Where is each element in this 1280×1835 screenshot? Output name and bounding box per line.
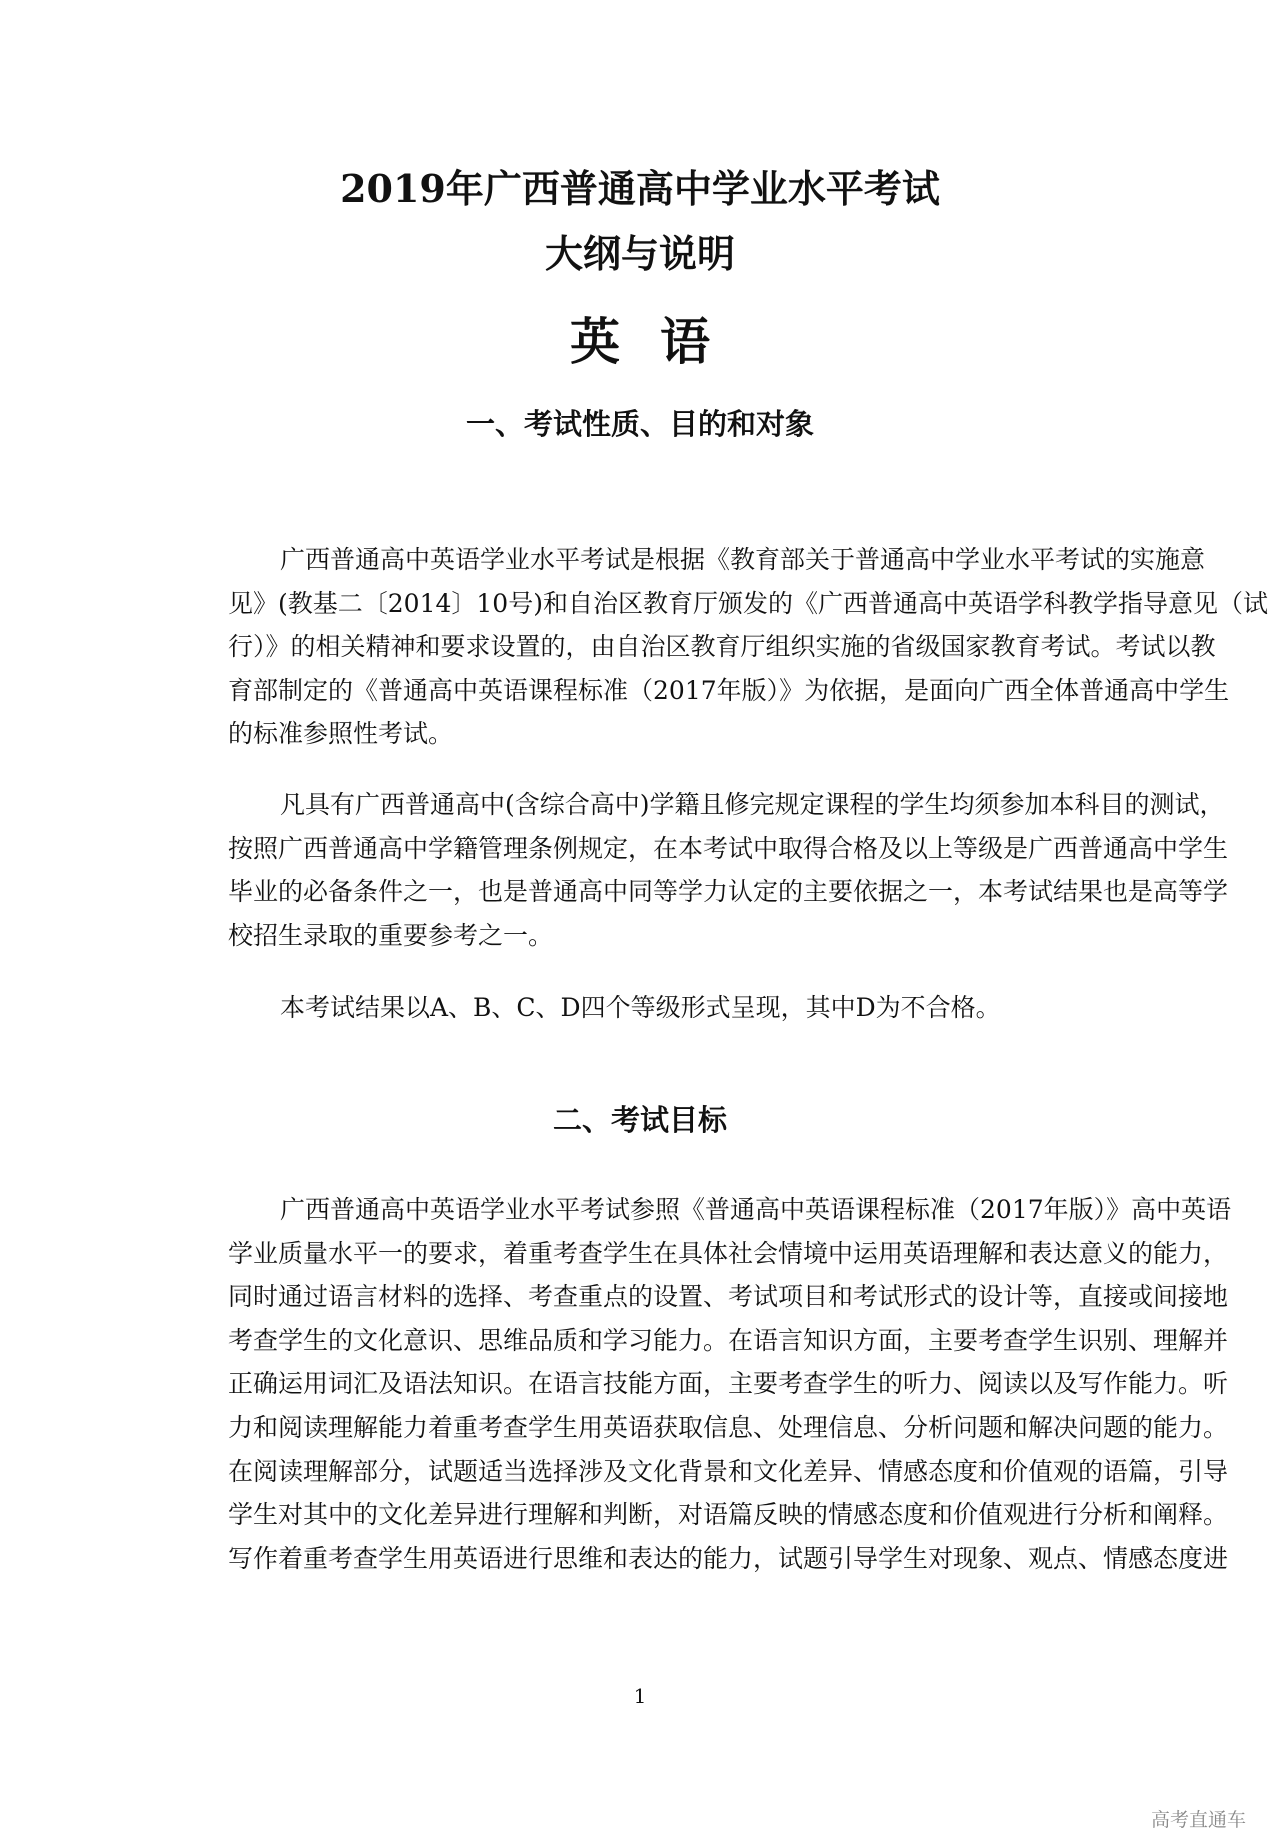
paragraph-line: 广西普通高中英语学业水平考试是根据《教育部关于普通高中学业水平考试的实施意: [280, 545, 1206, 574]
paragraph-line: 正确运用词汇及语法知识。在语言技能方面，主要考查学生的听力、阅读以及写作能力。听: [228, 1369, 1229, 1399]
paragraph-line: 在阅读理解部分，试题适当选择涉及文化背景和文化差异、情感态度和价值观的语篇，引导: [228, 1456, 1229, 1486]
paragraph-line: 校招生录取的重要参考之一。: [228, 920, 554, 950]
watermark: 高考直通车: [1150, 1809, 1246, 1831]
paragraph-line: 写作着重考查学生用英语进行思维和表达的能力，试题引导学生对现象、观点、情感态度进: [228, 1543, 1229, 1573]
paragraph-line: 力和阅读理解能力着重考查学生用英语获取信息、处理信息、分析问题和解决问题的能力。: [228, 1413, 1229, 1442]
document-title: 2019年广西普通高中学业水平考试: [340, 166, 940, 211]
section-heading: 一、考试性质、目的和对象: [465, 407, 814, 441]
paragraph-line: 本考试结果以A、B、C、D四个等级形式呈现，其中D为不合格。: [280, 993, 1001, 1022]
paragraph-line: 学业质量水平一的要求，着重考查学生在具体社会情境中运用英语理解和表达意义的能力，: [228, 1238, 1229, 1268]
paragraph-line: 育部制定的《普通高中英语课程标准（2017年版）》为依据，是面向广西全体普通高中学生: [228, 675, 1230, 705]
section-heading: 二、考试目标: [552, 1103, 727, 1137]
paragraph-line: 学生对其中的文化差异进行理解和判断，对语篇反映的情感态度和价值观进行分析和阐释。: [228, 1500, 1229, 1530]
paragraph-line: 毕业的必备条件之一，也是普通高中同等学力认定的主要依据之一，本考试结果也是高等学: [228, 877, 1229, 907]
paragraph-line: 考查学生的文化意识、思维品质和学习能力。在语言知识方面，主要考查学生识别、理解并: [228, 1325, 1229, 1355]
paragraph-line: 按照广西普通高中学籍管理条例规定，在本考试中取得合格及以上等级是广西普通高中学生: [228, 833, 1229, 863]
paragraph-line: 行）》的相关精神和要求设置的，由自治区教育厅组织实施的省级国家教育考试。考试以教: [228, 632, 1216, 662]
paragraph-line: 同时通过语言材料的选择、考查重点的设置、考试项目和考试形式的设计等，直接或间接地: [228, 1282, 1229, 1312]
paragraph-line: 见》(教基二〔2014〕10号)和自治区教育厅颁发的《广西普通高中英语学科教学指导意见（试: [228, 588, 1268, 618]
document-subtitle: 大纲与说明: [544, 231, 735, 276]
paragraph-line: 广西普通高中英语学业水平考试参照《普通高中英语课程标准（2017年版）》高中英语: [280, 1195, 1232, 1224]
paragraph-line: 的标准参照性考试。: [228, 719, 454, 749]
subject-title: 英语: [570, 312, 750, 371]
paragraph-line: 凡具有广西普通高中(含综合高中)学籍且修完规定课程的学生均须参加本科目的测试，: [280, 790, 1225, 819]
page-number: 1: [633, 1684, 647, 1708]
